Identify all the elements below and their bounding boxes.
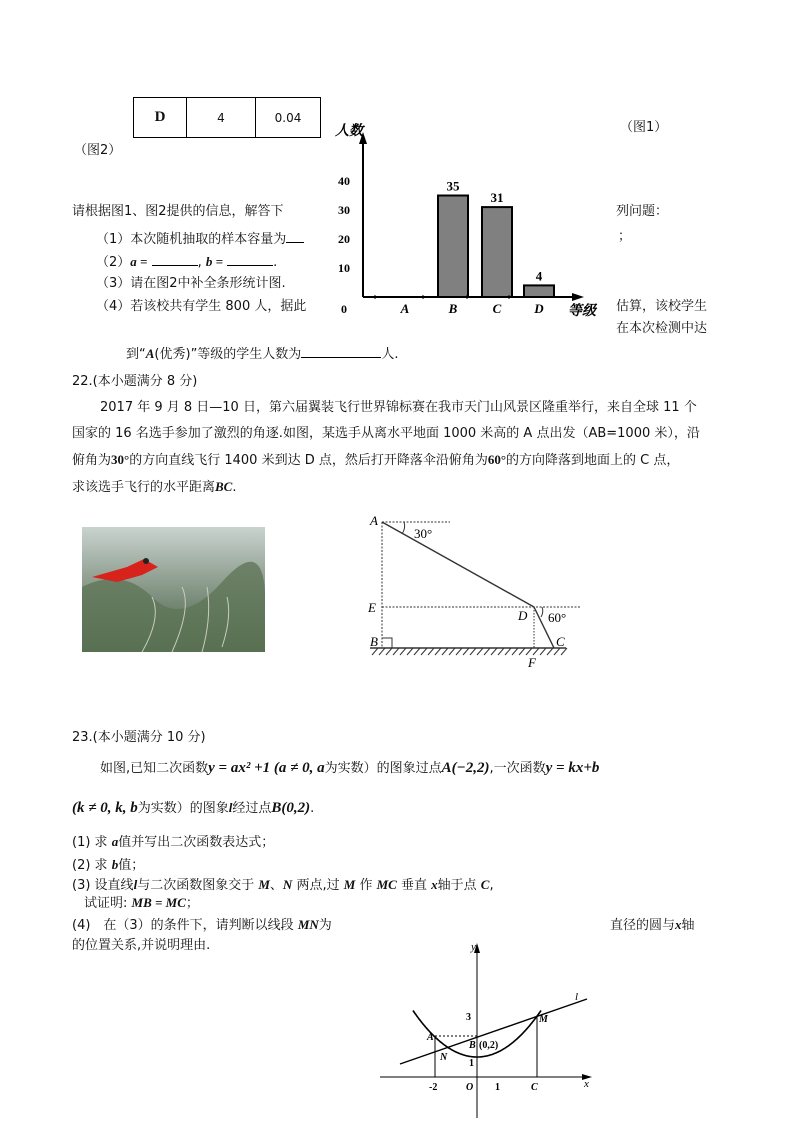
bar-C: [482, 207, 512, 297]
y-tick-label: 30: [338, 203, 350, 217]
q23-line1: 如图,已知二次函数y = ax² +1 (a ≠ 0, a为实数）的图象过点A(−2,2),一次函数y = kx+b: [100, 760, 600, 776]
point-label-n: N: [440, 1052, 448, 1063]
tick-minus-2: -2: [429, 1082, 438, 1093]
q21-part4-cont3: 到“A(优秀)”等级的学生人数为 人.: [126, 343, 398, 364]
bar-chart: [330, 110, 620, 325]
origin-label: O: [466, 1082, 474, 1093]
q22-heading: 22.(本小题满分 8 分): [72, 374, 198, 389]
angle-label-60: 60°: [548, 610, 567, 625]
frequency-table-row: [133, 97, 321, 138]
tick-3: 3: [466, 1012, 471, 1023]
bar-B: [438, 196, 468, 298]
q23-part3: (3) 设直线l与二次函数图象交于 M、N 两点,过 M 作 MC 垂直 x轴于点 C,: [72, 877, 494, 893]
answer-blank[interactable]: [301, 343, 381, 358]
fig1-label: （图1）: [620, 120, 668, 135]
q23-part2: (2) 求 b值；: [72, 857, 145, 873]
q22-line: 2017 年 9 月 8 日—10 日，第六届翼装飞行世界锦标赛在我市天门山风景区隆重举行，来自全球 11 个: [100, 400, 697, 415]
q21-part2: （2）a = , b = .: [96, 251, 277, 272]
bar-value-label: 31: [490, 190, 504, 206]
q22-line: 求该选手飞行的水平距离BC.: [72, 479, 237, 495]
q21-part1-end: ；: [618, 229, 632, 244]
wingsuit-photo: [82, 527, 265, 652]
count-cell: 4: [187, 98, 256, 138]
fig2-label: （图2）: [74, 143, 122, 158]
y-tick-label: 0: [341, 302, 347, 316]
q23-line2: (k ≠ 0, k, b为实数）的图象l经过点B(0,2).: [72, 800, 315, 816]
q21-part3: （3）请在图2中补全条形统计图.: [96, 276, 286, 291]
x-tick-label: A: [400, 301, 410, 316]
point-label-b: B: [370, 634, 378, 649]
q23-part4-cont2: 的位置关系,并说明理由.: [72, 938, 211, 953]
frequency-cell: 0.04: [256, 98, 321, 138]
y-tick-label: 40: [338, 174, 350, 188]
point-label-c: C: [531, 1082, 538, 1093]
axis-label-y: y: [471, 941, 476, 953]
q21-intro-end: 列问题：: [616, 204, 669, 219]
x-tick-label: C: [492, 301, 502, 316]
q23-part1: (1) 求 a值并写出二次函数表达式；: [72, 834, 275, 850]
x-tick-label: D: [534, 301, 544, 316]
y-tick-label: 10: [338, 261, 350, 275]
q22-line: 俯角为30°的方向直线飞行 1400 米到达 D 点，然后打开降落伞沿俯角为60°的方向降落到地面上的 C 点，: [72, 452, 680, 468]
point-label-m: M: [539, 1014, 548, 1025]
answer-blank-a[interactable]: [152, 251, 198, 266]
axis-label-x: x: [584, 1078, 589, 1090]
q23-part4-cont: 直径的圆与x轴: [610, 917, 695, 933]
x-axis-label: 等级: [568, 304, 596, 319]
point-b-coord: (0,2): [479, 1040, 499, 1051]
grade-cell: D: [134, 98, 187, 138]
function-graph: [370, 940, 600, 1120]
bar-value-label: 4: [535, 268, 543, 284]
tick-1-y: 1: [469, 1058, 474, 1069]
bar-value-label: 35: [446, 178, 460, 194]
q21-part4-cont2: 在本次检测中达: [616, 321, 708, 336]
flight-diagram: [368, 510, 593, 675]
point-label-c: C: [556, 634, 565, 649]
angle-label-30: 30°: [414, 526, 433, 541]
y-axis-label: 人数: [335, 124, 363, 139]
q22-line: 国家的 16 名选手参加了激烈的角逐.如图，某选手从离水平地面 1000 米高的 A 点出发（AB=1000 米），沿: [72, 426, 700, 441]
q21-part4: （4）若该校共有学生 800 人，据此: [96, 299, 307, 314]
q21-part1: （1）本次随机抽取的样本容量为: [96, 228, 304, 249]
y-tick-label: 20: [338, 232, 350, 246]
answer-blank-b[interactable]: [227, 251, 273, 266]
label-l: l: [575, 991, 579, 1003]
q23-heading: 23.(本小题满分 10 分): [72, 730, 206, 745]
bar-D: [524, 285, 554, 297]
tick-1-x: 1: [495, 1082, 500, 1093]
point-label-a: A: [427, 1032, 434, 1043]
q23-part3-proof: 试证明: MB = MC；: [84, 895, 199, 911]
point-label-e: E: [368, 600, 376, 615]
point-label-b: B: [469, 1040, 476, 1051]
q21-intro: 请根据图1、图2提供的信息，解答下: [72, 204, 284, 219]
point-label-a: A: [370, 513, 378, 528]
x-axis-arrow-icon: [572, 293, 584, 301]
answer-blank[interactable]: [286, 228, 304, 243]
x-tick-label: B: [448, 301, 458, 316]
q23-part4: (4) 在（3）的条件下，请判断以线段 MN为: [72, 917, 332, 933]
q21-part4-cont1: 估算，该校学生: [616, 299, 708, 314]
point-label-d: D: [518, 608, 528, 623]
point-label-f: F: [528, 655, 536, 670]
